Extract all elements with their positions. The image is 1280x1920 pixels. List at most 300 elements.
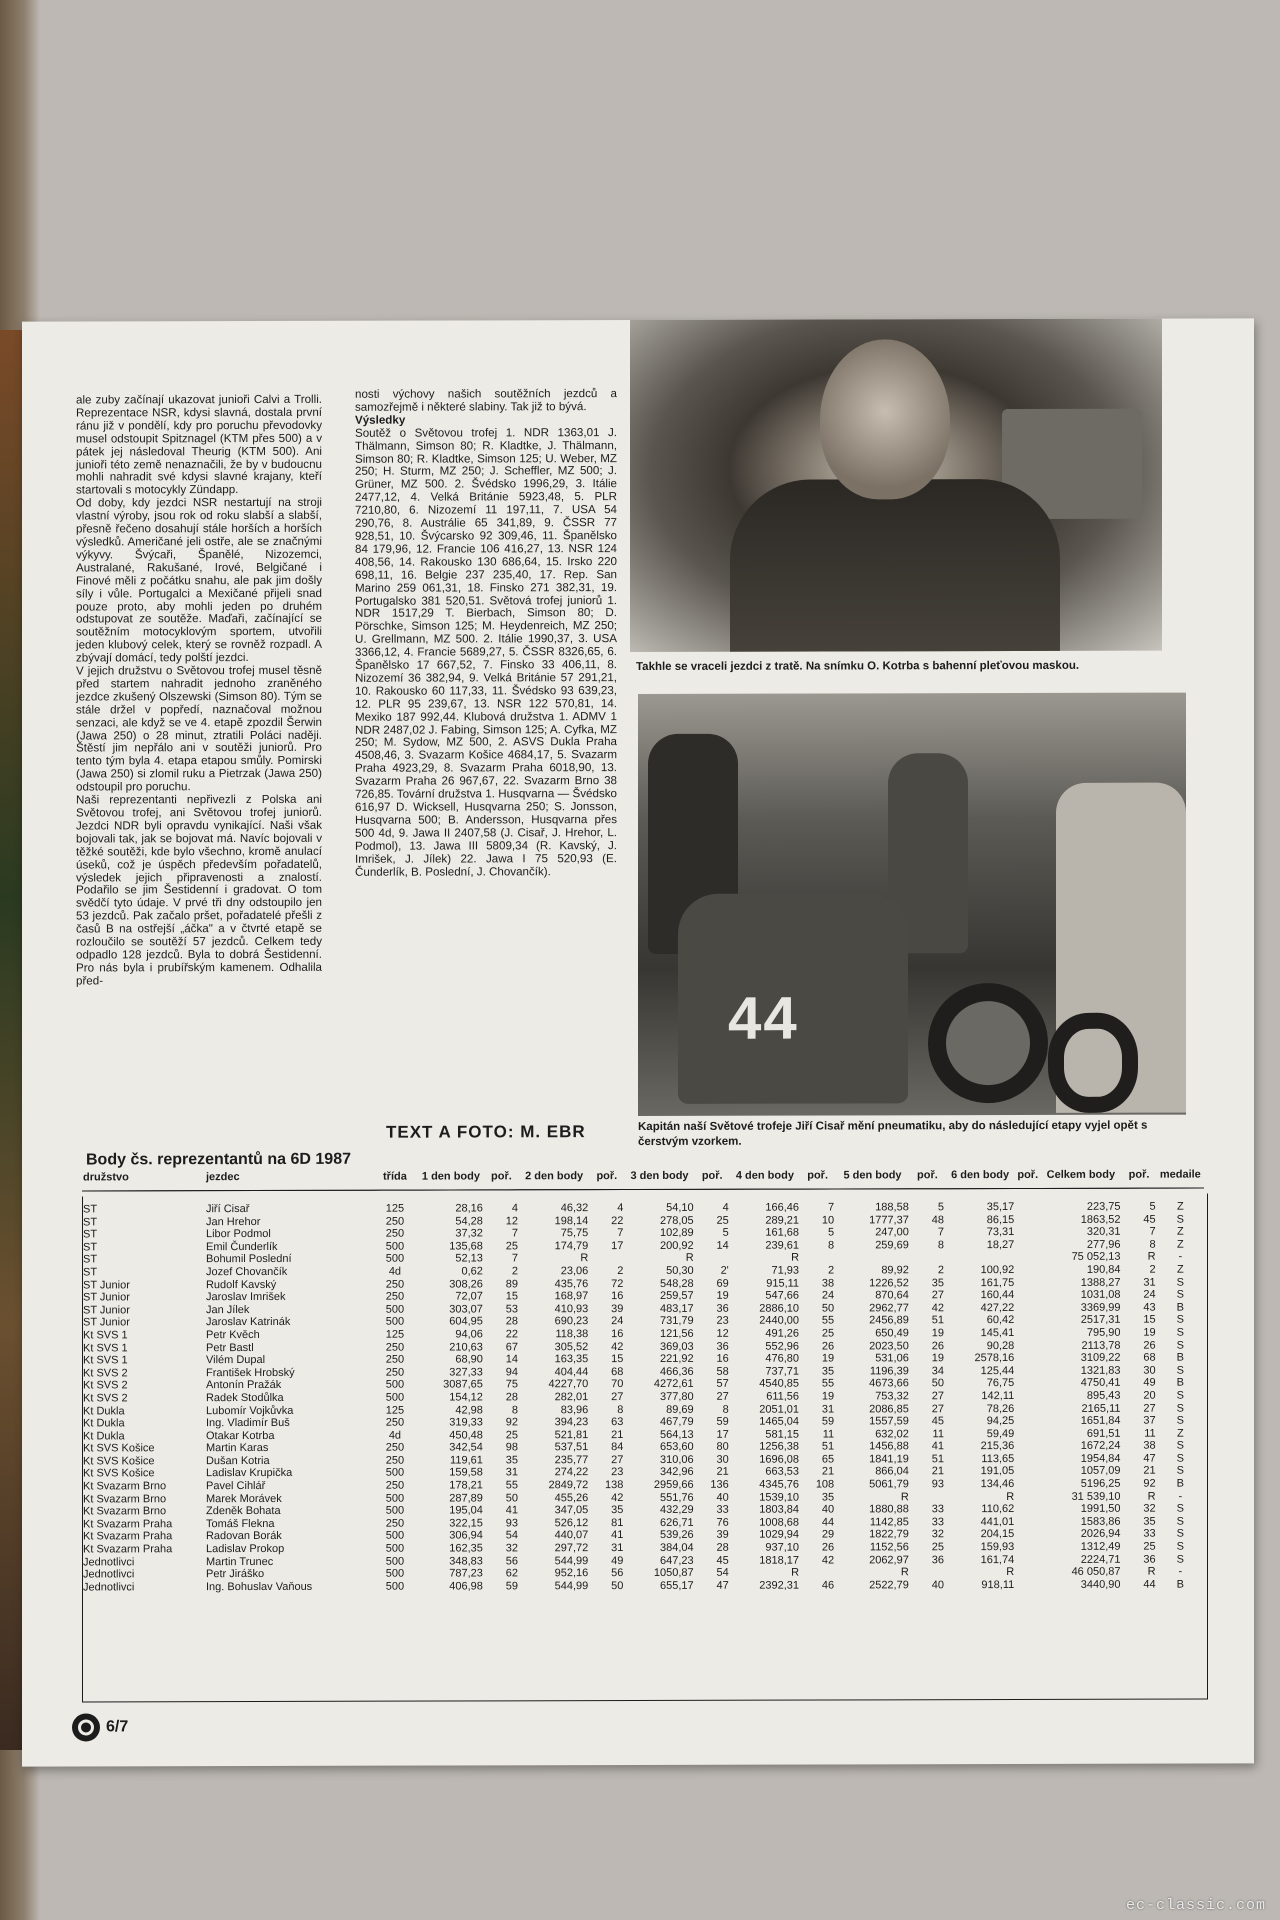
table-cell: B [1176,1477,1184,1490]
table-cell [910,1252,945,1265]
table-cell: 1863,52 [1080,1213,1121,1226]
table-cell: 3087,65 [443,1378,483,1391]
table-cell: 35 [1143,1515,1156,1528]
table-cell: 1029,94 [759,1529,800,1542]
table-cell: 125,44 [980,1364,1015,1377]
table-cell: B [1176,1578,1184,1591]
table-cell: 1777,37 [869,1213,909,1226]
table-cell: Kt Svazarm Praha [83,1518,173,1531]
table-cell [1015,1377,1040,1390]
table-cell: 1256,38 [759,1440,800,1453]
table-cell: Jednotlivci [83,1555,135,1569]
bike-number: 44 [728,984,799,1052]
table-cell: 342,54 [449,1441,483,1454]
table-cell: S [1176,1288,1184,1301]
table-cell: - [1178,1250,1183,1263]
table-cell: 40 [821,1503,835,1516]
table-cell: 35 [505,1454,518,1467]
table-cell: 5196,25 [1080,1477,1121,1490]
table-cell: 54,10 [666,1201,694,1214]
table-cell: 35,17 [986,1201,1015,1214]
table-cell [1015,1277,1040,1290]
table-cell [1015,1390,1040,1403]
table-cell: 26 [1143,1339,1156,1352]
table-cell: 10 [821,1214,835,1227]
table-cell: 1539,10 [759,1491,800,1504]
table-cell: 134,46 [980,1478,1015,1491]
table-cell [1015,1579,1040,1592]
table-cell: 500 [385,1504,405,1517]
page-number: 6/7 [106,1718,129,1736]
table-cell: 432,29 [660,1504,694,1517]
table-cell: 753,32 [875,1390,909,1403]
table-cell [1015,1491,1040,1504]
table-cell: 2849,72 [548,1479,589,1492]
table-cell [1015,1453,1040,1466]
table-cell: 274,22 [554,1466,589,1479]
table-cell: Kt SVS 2 [83,1392,128,1405]
table-cell: 42 [611,1340,624,1353]
table-cell [1015,1566,1040,1579]
table-cell: R [1006,1566,1015,1579]
table-cell: 305,52 [554,1340,589,1353]
table-cell: 303,07 [449,1303,483,1316]
table-cell: 200,92 [660,1239,694,1252]
table-cell: 42 [931,1301,944,1314]
table-cell: 2959,66 [653,1478,694,1492]
table-cell: 537,51 [554,1441,589,1454]
table-cell: 54 [716,1566,729,1580]
table-cell: 44 [1143,1578,1156,1591]
table-cell: 174,79 [554,1239,589,1252]
table-cell: 5 [1149,1200,1156,1213]
table-cell: 500 [385,1567,405,1580]
table-cell: Z [1176,1225,1184,1238]
table-cell: ST Junior [83,1278,130,1292]
table-cell [589,1252,624,1265]
table-cell: 435,76 [554,1277,589,1290]
table-cell: 410,93 [554,1302,589,1315]
table-cell: 42 [821,1554,835,1567]
table-cell: Kt SVS 2 [83,1379,128,1392]
table-cell [1015,1251,1040,1264]
table-cell: 80 [716,1441,729,1454]
table-cell: S [1176,1465,1184,1478]
table-cell: Zdeněk Bohata [205,1505,281,1518]
table-cell [1015,1402,1040,1415]
table-cell: 259,69 [875,1239,909,1252]
table-cell: Ing. Vladimír Buš [205,1417,290,1430]
table-cell: 500 [385,1315,405,1329]
table-cell: 14 [505,1353,518,1366]
table-cell: 564,13 [660,1428,694,1441]
table-cell: 2578,16 [974,1352,1015,1365]
table-cell: 1388,27 [1080,1276,1121,1289]
table-cell: 154,12 [449,1391,483,1404]
table-cell: Bohumil Poslední [205,1253,292,1266]
column-header: poř. [484,1168,519,1190]
table-cell: 73,31 [986,1226,1015,1239]
table-cell: 90,28 [986,1339,1015,1352]
table-cell: 11 [1144,1427,1156,1440]
table-cell: 500 [385,1542,405,1555]
table-cell: 76,75 [986,1377,1015,1390]
table-cell: 5 [937,1201,944,1214]
table-cell [1015,1415,1040,1428]
table-cell: 12 [716,1327,729,1340]
table-cell: 42,98 [455,1403,483,1416]
table-cell: 32 [931,1528,944,1541]
table-cell: 86,15 [986,1213,1015,1226]
table-cell: 47 [716,1579,729,1592]
table-cell [835,1252,910,1265]
table-cell: Jiří Cisař [205,1203,250,1216]
table-cell: 2026,94 [1080,1528,1121,1541]
column-header: 2 den body [519,1168,589,1190]
table-cell: 20 [1143,1389,1156,1402]
table-cell: 57 [716,1378,729,1391]
table-cell: 250 [385,1290,405,1303]
table-cell: 27 [931,1402,944,1415]
table-cell: Radek Stodůlka [205,1391,284,1405]
table-cell: 2086,85 [869,1402,909,1415]
table-cell: 43 [1143,1301,1156,1314]
table-cell: R [791,1251,800,1264]
table-cell: 92 [505,1416,518,1429]
table-cell: 215,36 [980,1440,1015,1453]
table-cell: ST Junior [83,1291,130,1304]
table-cell: 1057,09 [1080,1465,1121,1478]
table-cell: Z [1176,1263,1184,1276]
table-cell: 28 [505,1391,518,1404]
table-cell: 737,71 [765,1365,800,1378]
table-cell: Jednotlivci [83,1568,135,1581]
table-cell: 84 [611,1441,624,1454]
table-cell [1015,1478,1040,1491]
table-cell: 548,28 [660,1277,694,1290]
table-cell: 1557,59 [869,1415,909,1428]
table-cell: Dušan Kotria [205,1454,270,1468]
table-cell: 250 [385,1341,405,1354]
author-credit: TEXT A FOTO: M. EBR [386,1122,586,1142]
article-paragraph: nosti výchovy našich soutěžních jezdců a samozřejmě i některé slabiny. Tak již to bývá. [355,387,617,414]
table-cell: 455,26 [554,1491,589,1504]
column-header: 6 den body [945,1167,1015,1189]
table-cell: 75,75 [560,1227,589,1240]
table-cell: 48 [931,1213,944,1226]
table-cell: 441,01 [980,1515,1015,1528]
table-cell: 11 [932,1427,944,1440]
table-cell: S [1176,1313,1184,1326]
table-cell: 56 [505,1554,518,1567]
table-cell: 38 [1143,1439,1156,1452]
table-cell: 547,66 [765,1289,800,1302]
table-cell: 1880,88 [869,1503,909,1516]
table-cell: 72,07 [455,1290,483,1303]
table-cell: 342,96 [660,1466,694,1479]
table-cell: 1822,79 [869,1528,909,1541]
table-cell: 28 [716,1541,729,1554]
table-cell: 1465,04 [759,1415,800,1428]
table-cell: Kt Svazarm Brno [83,1492,167,1506]
table-cell: 1008,68 [759,1516,800,1529]
table-cell: Kt SVS Košice [83,1442,155,1455]
table-cell: 75 052,13 [1071,1251,1121,1264]
table-cell: R [1147,1490,1156,1503]
table-cell: B [1176,1376,1184,1389]
table-row [82,1188,1204,1216]
table-cell: Kt Dukla [83,1417,125,1430]
table-cell: S [1176,1364,1184,1377]
table-cell: 552,96 [765,1340,800,1353]
magazine-page [22,318,1254,1766]
page-footer [72,1713,128,1741]
article-column-2 [355,388,617,879]
table-cell: Jan Hrehor [205,1215,261,1228]
column-header: Celkem body [1040,1167,1121,1189]
table-cell: 2 [1149,1263,1156,1276]
table-cell [1015,1365,1040,1378]
table-cell: 544,99 [554,1554,589,1567]
table-cell [910,1491,945,1504]
table-cell: 427,22 [980,1301,1015,1314]
photo-caption-2: Kapitán naší Světové trofeje Jiří Cisař mění pneumatiku, aby do následující etapy vyjel opět s čerstvým vzorkem. [638,1119,1148,1148]
table-cell: Kt SVS 2 [83,1367,128,1380]
table-cell: 93 [505,1517,518,1530]
table-cell: 102,89 [660,1227,694,1240]
table-cell: 915,11 [766,1277,800,1290]
table-cell: 500 [385,1555,405,1568]
photo-face-shape [820,339,950,499]
table-cell: S [1176,1402,1184,1415]
table-cell: 76 [716,1516,729,1529]
table-cell: 53 [505,1303,518,1316]
table-cell: R [900,1490,909,1503]
table-cell: B [1176,1351,1184,1364]
table-cell: 59 [821,1415,835,1428]
table-cell: Kt SVS Košice [83,1455,155,1468]
table-cell: 108 [815,1478,835,1491]
table-cell: 161,75 [980,1276,1015,1289]
table-cell: 250 [385,1416,405,1429]
table-cell: Jednotlivci [83,1581,135,1594]
table-cell: 647,23 [660,1554,694,1567]
table-cell: 78,26 [986,1402,1015,1415]
table-cell: 282,01 [554,1391,589,1404]
table-cell [800,1252,835,1265]
column-header: poř. [695,1168,730,1190]
table-cell: 632,02 [875,1427,909,1441]
table-cell: 1312,49 [1080,1540,1121,1553]
table-cell: 691,51 [1086,1427,1121,1440]
table-cell [800,1567,835,1580]
table-cell: 450,48 [449,1429,483,1442]
table-cell: 4d [388,1429,402,1442]
table-cell: 2517,31 [1080,1314,1121,1327]
column-header: 5 den body [835,1167,910,1189]
table-cell: 70 [611,1378,624,1391]
table-cell [1015,1239,1040,1252]
table-cell: 31 539,10 [1071,1490,1121,1503]
column-header: 1 den body [418,1168,484,1190]
table-title: Body čs. reprezentantů na 6D 1987 [86,1150,351,1169]
table-cell: 191,05 [980,1465,1015,1478]
table-cell: 27 [1143,1402,1156,1415]
table-cell: 250 [385,1353,405,1366]
table-cell: 159,58 [449,1466,483,1479]
table-cell: 2165,11 [1081,1402,1121,1415]
table-cell: R [1006,1490,1015,1503]
column-header: 4 den body [730,1168,800,1190]
table-cell: 2 [617,1265,624,1278]
column-header: poř. [1015,1167,1040,1189]
table-cell: 46,32 [560,1202,589,1215]
table-cell: 369,03 [660,1340,694,1353]
table-cell [1015,1339,1040,1352]
column-header: družstvo [82,1169,205,1191]
table-cell: 320,31 [1086,1225,1121,1239]
table-cell: 14 [716,1239,729,1252]
table-cell: 476,80 [765,1352,800,1365]
table-cell: 28 [505,1315,518,1328]
table-cell: 28,16 [455,1202,483,1215]
table-cell: 7 [617,1227,624,1240]
table-cell: 29 [821,1528,835,1541]
table-cell: 136 [710,1478,729,1491]
table-cell: 0,62 [461,1265,483,1278]
table-cell: 731,79 [660,1315,694,1328]
table-cell: 384,04 [660,1541,694,1554]
table-cell: 2962,77 [869,1302,909,1315]
table-cell: 68 [611,1365,624,1378]
table-cell: 4272,61 [653,1378,694,1391]
table-cell: Z [1176,1200,1184,1213]
table-cell: 235,77 [554,1454,589,1467]
table-cell: 289,21 [765,1214,800,1227]
article-paragraph: Naši reprezentanti nepřivezli z Polska ani Světovou trofej, ani Světovou trofej juniorů. Jezdci NDR byli opravdu vynikající. Naši však bojovali tak, jak se bojovat má. Navíc bojovali v těžké soutěži, kde bylo všechno, kromě anulací úseků, což je úspěch především pořadatelů, výsledek jejich připravenosti a znalostí. Podařilo se jim Šestidenní i gradovat. O tom svědčí tyto údaje. V prvé tři dny odstoupilo jen 53 jezdců. Pak začalo pršet, pořadatelé přešli z časů B na ostřejší „áčka" a v čtvrté etapě se rozloučilo se soutěží 57 jezdců. Celkem tedy odpadlo 128 jezdců. Byla to dobrá Šestidenní. Pro nás byla i prubířským kamenem. Odhalila před- [76,792,322,988]
table-cell: 250 [385,1278,405,1291]
table-cell: ST [83,1216,98,1229]
table-cell [1015,1264,1040,1277]
table-cell: 188,58 [875,1201,909,1214]
table-cell [695,1252,730,1265]
table-cell: 918,11 [981,1578,1015,1591]
table-cell: František Hrobský [205,1366,295,1379]
table-cell: 491,26 [765,1327,800,1340]
article-paragraph: V jejich družstvu o Světovou trofej musel těsně před startem nahradit jednoho zraněného jezdce zkušený Olszewski (Simson 80). Tým se stále držel v popředí, naznačoval možnou senzaci, ale když se ve 4. etapě zpozdil Šerwin (Jawa 250) o 28 minut, ztratili Poláci naději. Štěstí jim nepřálo ani v soutěži juniorů. Pro tento tým byla 4. etapa etapou smůly. Pomirski (Jawa 250) si zlomil ruku a Pietrzak (Jawa 250) odstoupil pro poruchu. [76,663,322,794]
table-cell: 47 [1143,1452,1156,1465]
table-cell: 2 [828,1264,835,1277]
table-cell: 58 [716,1365,729,1378]
table-cell [1015,1440,1040,1453]
table-cell: 2440,00 [759,1314,800,1328]
table-cell: S [1176,1276,1184,1289]
table-cell: R [1147,1251,1156,1264]
table-cell: 32 [1143,1502,1156,1515]
table-cell: 7 [511,1227,518,1240]
table-cell: 2 [937,1264,944,1277]
table-cell [1015,1528,1040,1541]
table-cell: 46 [821,1579,835,1592]
table-cell: 41 [611,1529,624,1542]
table-cell: 33 [931,1516,944,1529]
table-cell: 21 [931,1465,944,1478]
table-cell: 68,90 [455,1353,483,1366]
table-cell: 5 [722,1226,729,1239]
table-cell: Antonín Pražák [205,1379,282,1392]
table-cell: 42 [611,1491,624,1504]
table-cell: 377,80 [660,1390,694,1403]
article-column-1 [76,394,322,988]
table-cell: 604,95 [449,1315,483,1328]
table-cell: 250 [385,1454,405,1467]
table-cell: ST Junior [83,1304,130,1317]
table-cell: 4540,85 [759,1377,800,1390]
table-cell: 33 [931,1503,944,1516]
table-cell: 178,21 [449,1479,483,1492]
table-cell: 26 [821,1340,835,1353]
table-cell: 4d [388,1265,402,1278]
table-cell: S [1176,1339,1184,1352]
table-cell: 16 [611,1290,624,1303]
table-cell: 287,89 [449,1492,483,1505]
table-cell: 19 [821,1390,835,1403]
article-paragraph: Od doby, kdy jezdci NSR nestartují na stroji vlastní výroby, jsou rok od roku slabší a slabší, přesně řečeno dosahují stále horších a horších výsledků. Američané jeli ostře, ale se značnými výkyvy. Švýcaři, Španělé, Nizozemci, Australané, Rakušané, Irové, Belgičané i Finové měli z počátku snahu, ale pak jim došly síly i vůle. Portugalci a Mexičané přijeli snad pouze proto, aby mohli jeden po druhém odstupovat ze soutěže. Maďaři, začínající se soutěžním motocyklovým sportem, utvořili jeden klubový celek, který se rovněž rozpadl. A zbývají domácí, tedy polští jezdci. [76,496,322,665]
table-cell: 1583,86 [1080,1515,1121,1528]
table-cell: 198,14 [554,1214,589,1227]
table-cell: 33 [1143,1528,1156,1541]
table-cell: Kt SVS 1 [83,1341,128,1354]
table-cell: 2224,71 [1080,1553,1121,1566]
table-cell: 93 [931,1478,944,1491]
table-cell: 310,06 [660,1453,694,1466]
table-cell: Tomáš Flekna [205,1517,275,1530]
table-cell [910,1566,945,1579]
table-cell: 94,06 [455,1328,483,1341]
table-cell: ST [83,1203,98,1216]
table-cell: Ing. Bohuslav Vaňous [205,1580,313,1593]
table-cell: 19 [821,1352,835,1365]
column-header: třída [372,1169,418,1191]
table-cell: 795,90 [1086,1326,1121,1339]
table-cell: 1841,19 [869,1453,909,1466]
table-cell: 23 [716,1315,729,1328]
table-cell: 94,25 [986,1415,1015,1428]
table-cell: 19 [931,1352,944,1365]
table-cell: 36 [1143,1553,1156,1566]
column-header: poř. [589,1168,624,1190]
facing-page-edge [0,330,22,1750]
table-cell: 45 [931,1415,944,1428]
table-cell: 75 [505,1378,518,1391]
table-cell: 81 [611,1516,624,1529]
table-cell [1015,1516,1040,1529]
table-cell: 49 [611,1554,624,1567]
table-cell: 544,99 [554,1579,589,1593]
table-cell: 125 [385,1404,405,1417]
table-cell: 35 [931,1276,944,1289]
table-cell: S [1176,1414,1184,1427]
table-cell: Vilém Dupal [205,1354,266,1367]
table-cell: Petr Bastl [205,1341,254,1354]
table-cell: 41 [931,1440,944,1453]
table-cell: 24 [611,1315,624,1328]
table-cell: 25 [931,1541,944,1554]
table-cell: 500 [385,1391,405,1404]
column-header: poř. [800,1167,835,1189]
table-cell: 952,16 [554,1567,589,1580]
column-header: poř. [910,1167,945,1189]
